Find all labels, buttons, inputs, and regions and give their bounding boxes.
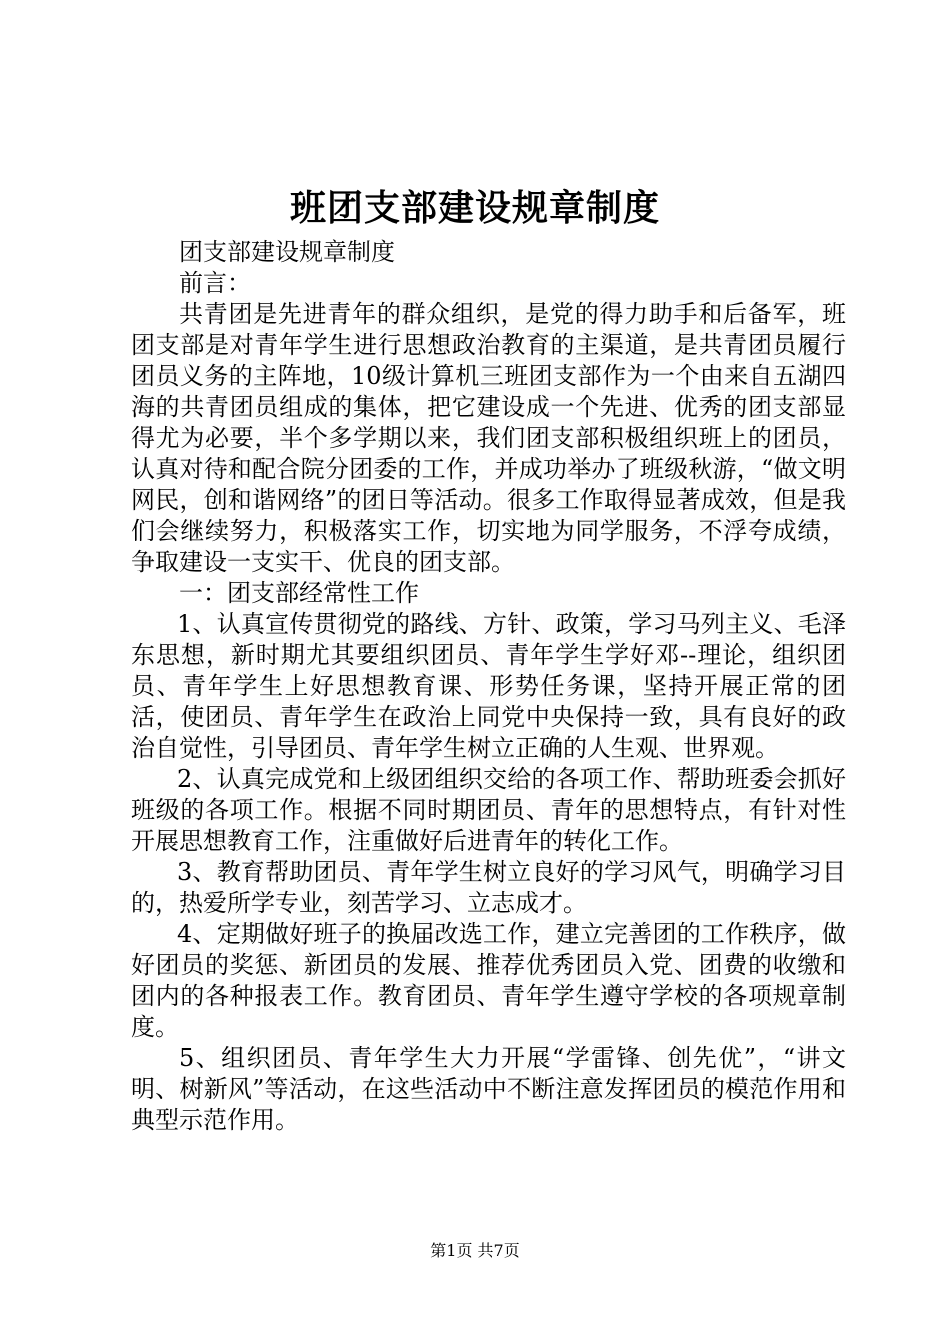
preface-paragraph: 共青团是先进青年的群众组织，是党的得力助手和后备军，班团支部是对青年学生进行思想政治教育的主渠道，是共青团员履行团员义务的主阵地，10级计算机三班团支部作为一个由来自五湖四海的共青团员组成的集体，把它建设成一个先进、优秀的团支部显得尤为必要，半个多学期以来，我们团支部积极组织班上的团员，认真对待和配合院分团委的工作，并成功举办了班级秋游，“做文明网民，创和谐网络”的团日等活动。很多工作取得显著成效，但是我们会继续努力，积极落实工作，切实地为同学服务，不浮夸成绩，争取建设一支实干、优良的团支部。 [131, 300, 846, 576]
list-item-1: 1、认真宣传贯彻党的路线、方针、政策，学习马列主义、毛泽东思想，新时期尤其要组织团员、青年学生学好邓--理论，组织团员、青年学生上好思想教育课、形势任务课，坚持开展正常的团活，使团员、青年学生在政治上同党中央保持一致，具有良好的政治自觉性，引导团员、青年学生树立正确的人生观、世界观。 [131, 610, 846, 762]
list-item-2: 2、认真完成党和上级团组织交给的各项工作、帮助班委会抓好班级的各项工作。根据不同时期团员、青年的思想特点，有针对性开展思想教育工作，注重做好后进青年的转化工作。 [131, 765, 846, 855]
document-subtitle: 团支部建设规章制度 [179, 238, 395, 266]
document-body [131, 237, 846, 1136]
list-item-3: 3、教育帮助团员、青年学生树立良好的学习风气，明确学习目的，热爱所学专业，刻苦学习、立志成才。 [131, 858, 846, 917]
list-item-4: 4、定期做好班子的换届改选工作，建立完善团的工作秩序，做好团员的奖惩、新团员的发展、推荐优秀团员入党、团费的收缴和团内的各种报表工作。教育团员、青年学生遵守学校的各项规章制度。 [131, 920, 846, 1041]
document-title: 班团支部建设规章制度 [289, 187, 660, 229]
preface-label: 前言： [179, 269, 251, 297]
section-heading: 一：团支部经常性工作 [179, 579, 419, 607]
page-footer: 第1页 共7页 [430, 1241, 520, 1260]
list-item-5: 5、组织团员、青年学生大力开展“学雷锋、创先优”，“讲文明、树新风”等活动，在这些活动中不断注意发挥团员的模范作用和典型示范作用。 [131, 1044, 846, 1134]
